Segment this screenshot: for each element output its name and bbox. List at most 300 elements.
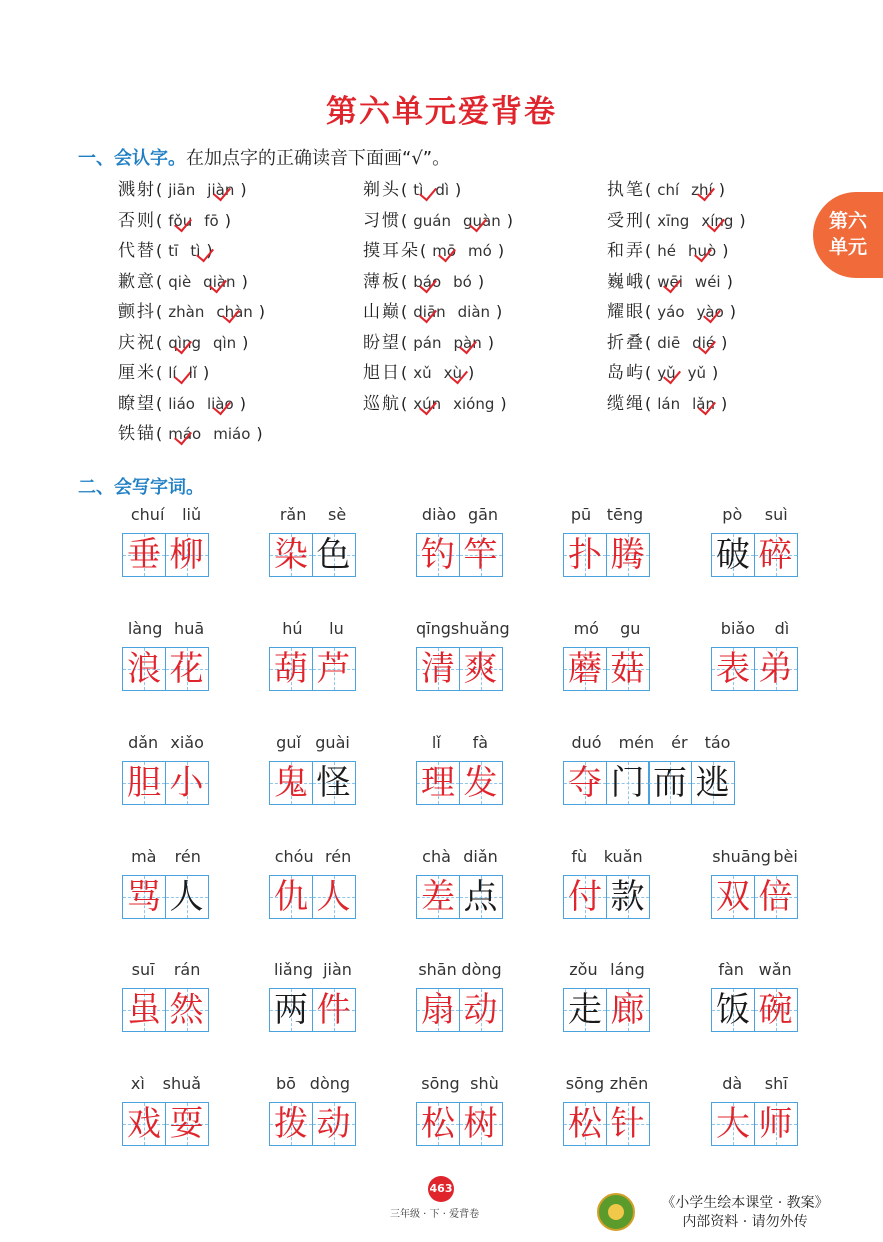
pinyin-option-checked[interactable]: wēi xyxy=(657,270,683,294)
character: 垂 xyxy=(127,535,161,575)
character: 针 xyxy=(610,1104,645,1144)
pinyin-option[interactable]: tī xyxy=(168,242,179,260)
pinyin-syllable: fàn xyxy=(718,960,744,979)
grid-cell[interactable] xyxy=(754,875,798,919)
character: 款 xyxy=(610,877,645,917)
pinyin-syllable: rén xyxy=(325,847,352,866)
character: 走 xyxy=(568,990,602,1030)
writing-grid xyxy=(711,988,861,1032)
open-paren: ( xyxy=(645,210,652,230)
grid-cell[interactable] xyxy=(711,875,755,919)
pinyin-option[interactable]: wéi xyxy=(694,272,721,291)
reading-item xyxy=(363,300,502,324)
character: 两 xyxy=(274,990,308,1030)
pinyin-option-checked[interactable]: pàn xyxy=(453,331,481,355)
close-paren: ) xyxy=(240,180,247,199)
close-paren: ) xyxy=(468,363,475,382)
word-pinyin xyxy=(269,847,357,869)
pinyin-syllable: shù xyxy=(470,1074,499,1093)
character: 表 xyxy=(716,649,750,689)
pinyin-syllable: fà xyxy=(472,733,489,752)
character: 然 xyxy=(169,990,204,1030)
reading-word: 折叠 xyxy=(607,332,645,353)
word-pinyin xyxy=(563,505,651,527)
grid-cell[interactable] xyxy=(754,533,798,577)
pinyin-option-checked[interactable]: zhí xyxy=(691,178,713,202)
unit-tab-line1: 第六 xyxy=(828,210,867,232)
section-1-heading xyxy=(78,144,450,170)
word-item xyxy=(269,505,419,577)
pinyin-option[interactable]: lán xyxy=(657,394,681,413)
pinyin-option[interactable]: diē xyxy=(657,333,681,352)
pinyin-syllable: kuǎn xyxy=(603,847,643,866)
pinyin-option-checked[interactable]: lí xyxy=(168,361,176,385)
character: 扇 xyxy=(421,990,455,1030)
character: 大 xyxy=(716,1104,750,1144)
pinyin-option[interactable]: qìn xyxy=(212,333,237,352)
word-item xyxy=(563,733,763,805)
reading-word: 和弄 xyxy=(607,241,645,261)
word-item xyxy=(563,505,713,577)
reading-word: 庆祝 xyxy=(118,332,156,353)
pinyin-option[interactable]: jiān xyxy=(168,181,196,199)
grid-cell[interactable] xyxy=(563,533,607,577)
page-number: 463 xyxy=(428,1176,454,1202)
grid-cell[interactable] xyxy=(416,875,460,919)
reading-item xyxy=(118,331,248,355)
word-item xyxy=(269,960,419,1032)
grid-cell[interactable] xyxy=(312,875,356,919)
word-item xyxy=(416,505,566,577)
pinyin-syllable: bèi xyxy=(773,847,798,866)
reading-item xyxy=(607,361,718,385)
writing-grid xyxy=(269,761,419,805)
grid-cell[interactable] xyxy=(416,647,460,691)
word-pinyin xyxy=(563,1074,651,1096)
grid-cell[interactable] xyxy=(122,988,166,1032)
grid-cell[interactable] xyxy=(754,647,798,691)
word-item xyxy=(563,1074,713,1146)
pinyin-syllable: suì xyxy=(764,505,788,524)
pinyin-option-checked[interactable]: liào xyxy=(207,392,234,416)
pinyin-option[interactable]: guán xyxy=(413,211,451,230)
reading-item xyxy=(363,209,513,233)
pinyin-option[interactable]: zhàn xyxy=(168,303,205,321)
grid-cell[interactable] xyxy=(459,988,503,1032)
grid-cell[interactable] xyxy=(312,988,356,1032)
writing-grid xyxy=(711,647,861,691)
pinyin-syllable: shuǎng xyxy=(450,619,510,638)
pinyin-syllable: sōng xyxy=(565,1074,605,1093)
pinyin-option[interactable]: chí xyxy=(657,181,680,199)
pinyin-syllable: duó xyxy=(571,733,602,752)
pinyin-syllable: shī xyxy=(764,1074,788,1093)
section-2-number: 二、会写字词。 xyxy=(78,477,204,498)
character: 碗 xyxy=(758,990,793,1030)
character: 动 xyxy=(463,990,498,1030)
grid-cell[interactable] xyxy=(416,533,460,577)
grid-cell[interactable] xyxy=(312,761,356,805)
grid-cell[interactable] xyxy=(269,988,313,1032)
grid-cell[interactable] xyxy=(711,647,755,691)
reading-item xyxy=(118,239,213,263)
close-paren: ) xyxy=(224,210,231,230)
character: 师 xyxy=(758,1104,793,1144)
reading-word: 否则 xyxy=(118,210,156,231)
pinyin-syllable: huā xyxy=(174,619,205,638)
grid-cell[interactable] xyxy=(563,1102,607,1146)
word-pinyin xyxy=(711,960,799,982)
character: 柳 xyxy=(169,535,204,575)
reading-word: 溅射 xyxy=(118,180,156,200)
grid-cell[interactable] xyxy=(711,988,755,1032)
word-item xyxy=(122,505,272,577)
open-paren: ( xyxy=(420,241,427,260)
pinyin-option-checked[interactable]: yǔ xyxy=(657,361,675,385)
word-pinyin xyxy=(269,960,357,982)
grid-cell[interactable] xyxy=(459,1102,503,1146)
grid-cell[interactable] xyxy=(165,988,209,1032)
pinyin-option[interactable]: bó xyxy=(453,272,472,291)
close-paren: ) xyxy=(726,271,733,291)
writing-grid xyxy=(416,988,566,1032)
reading-word: 剃头 xyxy=(363,180,401,200)
grid-cell[interactable] xyxy=(269,533,313,577)
writing-grid xyxy=(416,533,566,577)
character: 弟 xyxy=(758,649,793,689)
writing-grid xyxy=(711,1102,861,1146)
word-item xyxy=(122,847,272,919)
grid-cell[interactable] xyxy=(754,1102,798,1146)
word-pinyin xyxy=(122,1074,210,1096)
grid-cell[interactable] xyxy=(269,761,313,805)
character: 葫 xyxy=(274,649,308,689)
grid-cell[interactable] xyxy=(606,988,650,1032)
reading-item xyxy=(118,209,231,233)
character: 染 xyxy=(274,535,308,575)
reading-word: 习惯 xyxy=(363,210,401,231)
character: 骂 xyxy=(127,877,161,917)
grid-cell[interactable] xyxy=(312,1102,356,1146)
grid-cell[interactable] xyxy=(606,1102,650,1146)
word-item xyxy=(122,619,272,691)
pinyin-syllable: fù xyxy=(571,847,588,866)
reading-word: 薄板 xyxy=(363,271,401,292)
grid-cell[interactable] xyxy=(416,988,460,1032)
reading-word: 岛屿 xyxy=(607,363,645,383)
word-pinyin xyxy=(416,847,504,869)
reading-item xyxy=(118,422,263,446)
grid-cell[interactable] xyxy=(459,647,503,691)
grid-cell[interactable] xyxy=(122,875,166,919)
writing-grid xyxy=(711,533,861,577)
writing-grid xyxy=(563,533,713,577)
writing-grid xyxy=(122,875,272,919)
grid-cell[interactable] xyxy=(416,1102,460,1146)
grid-cell[interactable] xyxy=(312,533,356,577)
grid-cell[interactable] xyxy=(691,761,735,805)
pinyin-syllable: suī xyxy=(131,960,155,979)
character: 点 xyxy=(463,877,498,917)
character: 夺 xyxy=(568,763,602,803)
grid-cell[interactable] xyxy=(711,533,755,577)
close-paren: ) xyxy=(202,363,210,382)
reading-item xyxy=(607,209,746,233)
writing-grid xyxy=(563,1102,713,1146)
open-paren: ( xyxy=(645,302,652,321)
character: 松 xyxy=(421,1104,455,1144)
pinyin-option[interactable]: dì xyxy=(435,181,450,199)
pinyin-option[interactable]: yǔ xyxy=(687,364,707,382)
pinyin-syllable: lu xyxy=(329,619,344,638)
open-paren: ( xyxy=(401,271,408,291)
pinyin-syllable: chà xyxy=(422,847,451,866)
pinyin-option-checked[interactable]: xíng xyxy=(701,209,733,233)
page-title: 第六单元爱背卷 xyxy=(326,94,557,130)
open-paren: ( xyxy=(156,271,163,291)
close-paren: ) xyxy=(500,393,507,413)
reading-word: 颤抖 xyxy=(118,302,156,322)
pinyin-syllable: dǎn xyxy=(128,733,159,752)
writing-grid xyxy=(563,875,713,919)
grid-cell[interactable] xyxy=(416,761,460,805)
unit-tab xyxy=(813,192,883,278)
word-item xyxy=(711,847,861,919)
word-pinyin xyxy=(563,733,739,755)
pinyin-option[interactable]: xǔ xyxy=(413,364,432,382)
pinyin-option-checked[interactable]: dié xyxy=(692,331,715,355)
word-pinyin xyxy=(269,1074,357,1096)
grid-cell[interactable] xyxy=(165,647,209,691)
word-pinyin xyxy=(711,619,799,641)
reading-item xyxy=(363,392,507,416)
grid-cell[interactable] xyxy=(122,1102,166,1146)
character: 小 xyxy=(169,763,204,803)
pinyin-option-checked[interactable]: qìng xyxy=(168,331,201,355)
pinyin-option[interactable]: lǐ xyxy=(188,364,197,382)
pinyin-syllable: shuǎ xyxy=(162,1074,202,1093)
pinyin-option[interactable]: yáo xyxy=(657,303,685,321)
character: 清 xyxy=(421,649,455,689)
word-item xyxy=(269,847,419,919)
grid-cell[interactable] xyxy=(563,647,607,691)
pinyin-option-checked[interactable]: qiàn xyxy=(203,270,235,294)
grid-cell[interactable] xyxy=(563,875,607,919)
pinyin-syllable: tēng xyxy=(606,505,644,524)
grid-cell[interactable] xyxy=(122,761,166,805)
open-paren: ( xyxy=(156,363,163,382)
writing-grid xyxy=(269,1102,419,1146)
word-pinyin xyxy=(416,619,510,641)
character: 廊 xyxy=(610,990,645,1030)
close-paren: ) xyxy=(256,424,263,443)
close-paren: ) xyxy=(721,393,728,413)
grid-cell[interactable] xyxy=(122,647,166,691)
reading-word: 受刑 xyxy=(607,210,645,231)
character: 碎 xyxy=(758,535,793,575)
close-paren: ) xyxy=(477,271,485,291)
pinyin-syllable: dì xyxy=(774,619,790,638)
pinyin-option[interactable]: fō xyxy=(204,211,219,230)
word-pinyin xyxy=(711,505,799,527)
pinyin-option[interactable]: xióng xyxy=(453,394,495,413)
grid-cell[interactable] xyxy=(606,647,650,691)
open-paren: ( xyxy=(156,393,163,413)
character: 双 xyxy=(716,877,750,917)
open-paren: ( xyxy=(156,424,163,443)
grid-cell[interactable] xyxy=(459,533,503,577)
close-paren: ) xyxy=(496,302,503,321)
pinyin-option-checked[interactable]: jiàn xyxy=(207,178,234,202)
pinyin-option-checked[interactable]: báo xyxy=(413,270,441,294)
word-item xyxy=(269,619,419,691)
pinyin-option-checked[interactable]: mō xyxy=(432,239,456,263)
pinyin-option-checked[interactable]: guàn xyxy=(463,209,501,233)
pinyin-syllable: guài xyxy=(315,733,350,752)
grid-cell[interactable] xyxy=(269,875,313,919)
pinyin-syllable: rán xyxy=(173,960,201,979)
pinyin-syllable: zǒu xyxy=(569,960,598,979)
pinyin-syllable: dòng xyxy=(461,960,502,979)
word-pinyin xyxy=(416,960,504,982)
reading-item xyxy=(607,178,725,202)
reading-word: 瞭望 xyxy=(118,393,156,414)
grid-cell[interactable] xyxy=(269,1102,313,1146)
grid-cell[interactable] xyxy=(648,761,692,805)
pinyin-option-checked[interactable]: lǎn xyxy=(692,392,715,416)
pinyin-option[interactable]: qiè xyxy=(168,272,192,291)
pinyin-option[interactable]: pán xyxy=(413,333,442,352)
pinyin-syllable: rǎn xyxy=(279,505,307,524)
pinyin-syllable: táo xyxy=(704,733,731,752)
pinyin-option-checked[interactable]: fǒu xyxy=(168,209,192,233)
grid-cell[interactable] xyxy=(606,533,650,577)
writing-grid xyxy=(416,761,566,805)
grid-cell[interactable] xyxy=(165,875,209,919)
character: 竿 xyxy=(463,535,498,575)
pinyin-syllable: chóu xyxy=(274,847,314,866)
writing-grid xyxy=(269,647,419,691)
word-pinyin xyxy=(416,1074,504,1096)
grid-cell[interactable] xyxy=(165,1102,209,1146)
close-paren: ) xyxy=(718,180,725,199)
pinyin-syllable: wǎn xyxy=(758,960,792,979)
character: 理 xyxy=(421,763,455,803)
pinyin-syllable: shuāng xyxy=(712,847,771,866)
pinyin-option-checked[interactable]: huò xyxy=(688,239,716,263)
word-pinyin xyxy=(563,960,651,982)
grid-cell[interactable] xyxy=(606,761,650,805)
close-paren: ) xyxy=(239,393,246,413)
word-item xyxy=(122,1074,272,1146)
pinyin-syllable: làng xyxy=(127,619,163,638)
grid-cell[interactable] xyxy=(165,533,209,577)
grid-cell[interactable] xyxy=(459,761,503,805)
pinyin-option[interactable]: xīng xyxy=(657,211,690,230)
pinyin-syllable: mén xyxy=(618,733,655,752)
character: 仇 xyxy=(274,877,308,917)
reading-item xyxy=(607,392,727,416)
pinyin-syllable: zhēn xyxy=(609,1074,649,1093)
pinyin-syllable: jiàn xyxy=(323,960,352,979)
pinyin-syllable: diǎn xyxy=(463,847,498,866)
pinyin-option-checked[interactable]: tì xyxy=(413,178,423,202)
pinyin-option[interactable]: diàn xyxy=(457,303,491,321)
pinyin-syllable: pò xyxy=(722,505,743,524)
character: 松 xyxy=(568,1104,602,1144)
pinyin-option-checked[interactable]: máo xyxy=(168,422,201,446)
writing-grid xyxy=(563,761,763,805)
pinyin-syllable: xiǎo xyxy=(170,733,204,752)
pinyin-syllable: bō xyxy=(275,1074,296,1093)
open-paren: ( xyxy=(645,332,652,352)
grid-cell[interactable] xyxy=(563,761,607,805)
word-pinyin xyxy=(269,619,357,641)
pinyin-option-checked[interactable]: chàn xyxy=(216,300,252,324)
pinyin-option-checked[interactable]: xún xyxy=(413,392,441,416)
open-paren: ( xyxy=(401,363,408,382)
grid-cell[interactable] xyxy=(754,988,798,1032)
pinyin-syllable: diào xyxy=(421,505,457,524)
character: 浪 xyxy=(127,649,161,689)
pinyin-option-checked[interactable]: yào xyxy=(697,300,724,324)
close-paren: ) xyxy=(497,241,505,260)
section-2-heading xyxy=(78,473,204,499)
pinyin-syllable: liǎng xyxy=(274,960,314,979)
grid-cell[interactable] xyxy=(122,533,166,577)
pinyin-option-checked[interactable]: xù xyxy=(444,361,462,385)
character: 虽 xyxy=(127,990,161,1030)
reading-word: 盼望 xyxy=(363,332,401,353)
character: 怪 xyxy=(316,763,351,803)
pinyin-option-checked[interactable]: tì xyxy=(190,239,200,263)
pinyin-syllable: biǎo xyxy=(720,619,755,638)
brand-logo-icon xyxy=(597,1193,635,1231)
reading-word: 巡航 xyxy=(363,393,401,414)
reading-item xyxy=(118,178,247,202)
close-paren: ) xyxy=(506,210,513,230)
grid-cell[interactable] xyxy=(711,1102,755,1146)
character: 饭 xyxy=(716,990,750,1030)
grid-cell[interactable] xyxy=(165,761,209,805)
pinyin-option-checked[interactable]: diān xyxy=(413,300,445,324)
pinyin-option[interactable]: miáo xyxy=(213,425,251,443)
word-item xyxy=(563,619,713,691)
character: 拨 xyxy=(274,1104,308,1144)
grid-cell[interactable] xyxy=(269,647,313,691)
word-pinyin xyxy=(269,505,357,527)
close-paren: ) xyxy=(487,332,494,352)
grid-cell[interactable] xyxy=(606,875,650,919)
word-item xyxy=(416,960,566,1032)
pinyin-syllable: gu xyxy=(620,619,641,638)
word-item xyxy=(711,619,861,691)
character: 倍 xyxy=(758,877,793,917)
pinyin-option[interactable]: mó xyxy=(468,242,492,260)
grid-cell[interactable] xyxy=(459,875,503,919)
open-paren: ( xyxy=(401,302,408,321)
word-pinyin xyxy=(122,505,210,527)
grid-cell[interactable] xyxy=(563,988,607,1032)
reading-word: 摸耳朵 xyxy=(363,241,420,261)
close-paren: ) xyxy=(722,241,729,260)
grid-cell[interactable] xyxy=(312,647,356,691)
pinyin-option[interactable]: liáo xyxy=(168,394,195,413)
word-pinyin xyxy=(416,505,504,527)
pinyin-syllable: hú xyxy=(282,619,303,638)
reading-word: 耀眼 xyxy=(607,302,645,322)
pinyin-option[interactable]: hé xyxy=(657,242,676,260)
